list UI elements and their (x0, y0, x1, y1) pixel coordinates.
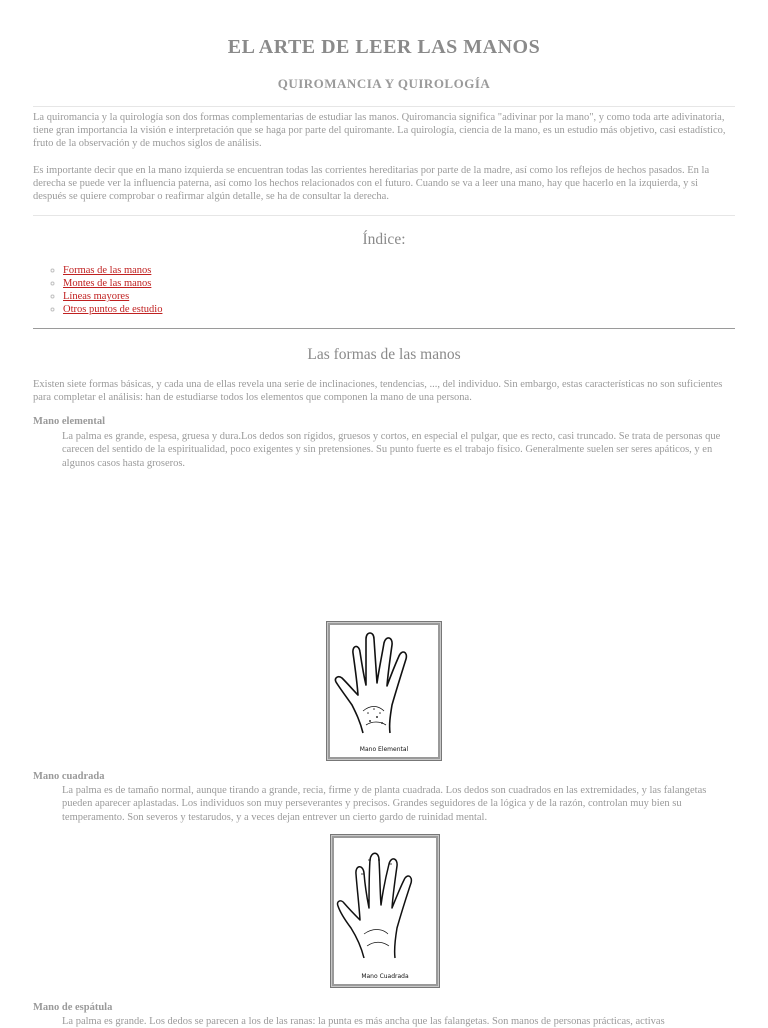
definition-mano-elemental: La palma es grande, espesa, gruesa y dura.Los dedos son rígidos, gruesos y cortos, en especial el pulgar, que es recto, casi truncado. Se trata de personas que carecen del sentido de la espiritualidad, poco exigentes y sin pretensiones. Su punto fuerte es el trabajo físico. Generalmente suelen ser seres apáticos, y en algunos casos hasta groseros. (62, 431, 721, 469)
term-mano-elemental: Mano elemental (33, 416, 106, 427)
index-link-lineas[interactable]: Líneas mayores (63, 291, 130, 302)
hand-caption-cuadrada: Mano Cuadrada (361, 973, 409, 980)
divider (33, 106, 735, 107)
page-subtitle: QUIROMANCIA Y QUIROLOGÍA (277, 76, 491, 91)
index-item (63, 264, 162, 277)
page-title: EL ARTE DE LEER LAS MANOS (227, 36, 541, 58)
index-link-montes[interactable]: Montes de las manos (63, 278, 152, 289)
divider (33, 215, 735, 216)
intro-paragraph-2: Es importante decir que en la mano izquierda se encuentran todas las corrientes hereditarias por parte de la madre, así como los reflejos de hechos pasados. En la derecha se puede ver la influencia paterna, así como los hechos relacionados con el futuro. Cuando se va a leer una mano, hay que hacerlo en la izquierda, y si después se quiere comprobar o reafirmar algún detalle, se ha de consultar la derecha. (33, 165, 710, 202)
hand-caption-elemental: Mano Elemental (359, 746, 409, 753)
forms-heading: Las formas de las manos (307, 346, 461, 363)
index-heading: Índice: (362, 231, 406, 248)
hand-image-cuadrada (330, 834, 440, 988)
index-link-formas[interactable]: Formas de las manos (63, 265, 152, 276)
section-divider (33, 328, 735, 329)
index-item (63, 303, 162, 316)
index-item (63, 290, 162, 303)
term-mano-espatula: Mano de espátula (33, 1002, 113, 1013)
intro-paragraph-1: La quiromancia y la quirología son dos formas complementarias de estudiar las manos. Quiromancia significa "adivinar por la mano", y como toda arte adivinatoria, tiene gran importancia la visión e interpretación que se haga por parte del quiromante. La quirología, ciencia de la mano, es un estudio más objetivo, casi estadístico, fruto de la observación y de muchos siglos de análisis. (33, 112, 726, 149)
index-item (63, 277, 162, 290)
hand-image-elemental (326, 621, 442, 761)
term-mano-cuadrada: Mano cuadrada (33, 771, 105, 782)
index-link-otros[interactable]: Otros puntos de estudio (63, 304, 163, 315)
definition-mano-espatula: La palma es grande. Los dedos se parecen a los de las ranas: la punta es más ancha que las falangetas. Son manos de personas prácticas, activas (62, 1016, 665, 1027)
definition-mano-cuadrada: La palma es de tamaño normal, aunque tirando a grande, recia, firme y de planta cuadrada. Los dedos son cuadrados en las extremidades, y las falangetas pueden aparecer aplastadas. Los individuos son muy perseverantes y precisos. Grandes seguidores de la lógica y de la razón, controlan muy bien su temperamento. Son severos y testarudos, y a veces dejan entrever un cierto gardo de ruinidad mental. (62, 785, 707, 823)
forms-intro: Existen siete formas básicas, y cada una de ellas revela una serie de inclinaciones, tendencias, ..., del individuo. Sin embargo, estas características no son suficientes para completar el análisis: han de estudiarse todos los elementos que componen la mano de una persona. (33, 379, 723, 403)
index-list (47, 264, 162, 316)
